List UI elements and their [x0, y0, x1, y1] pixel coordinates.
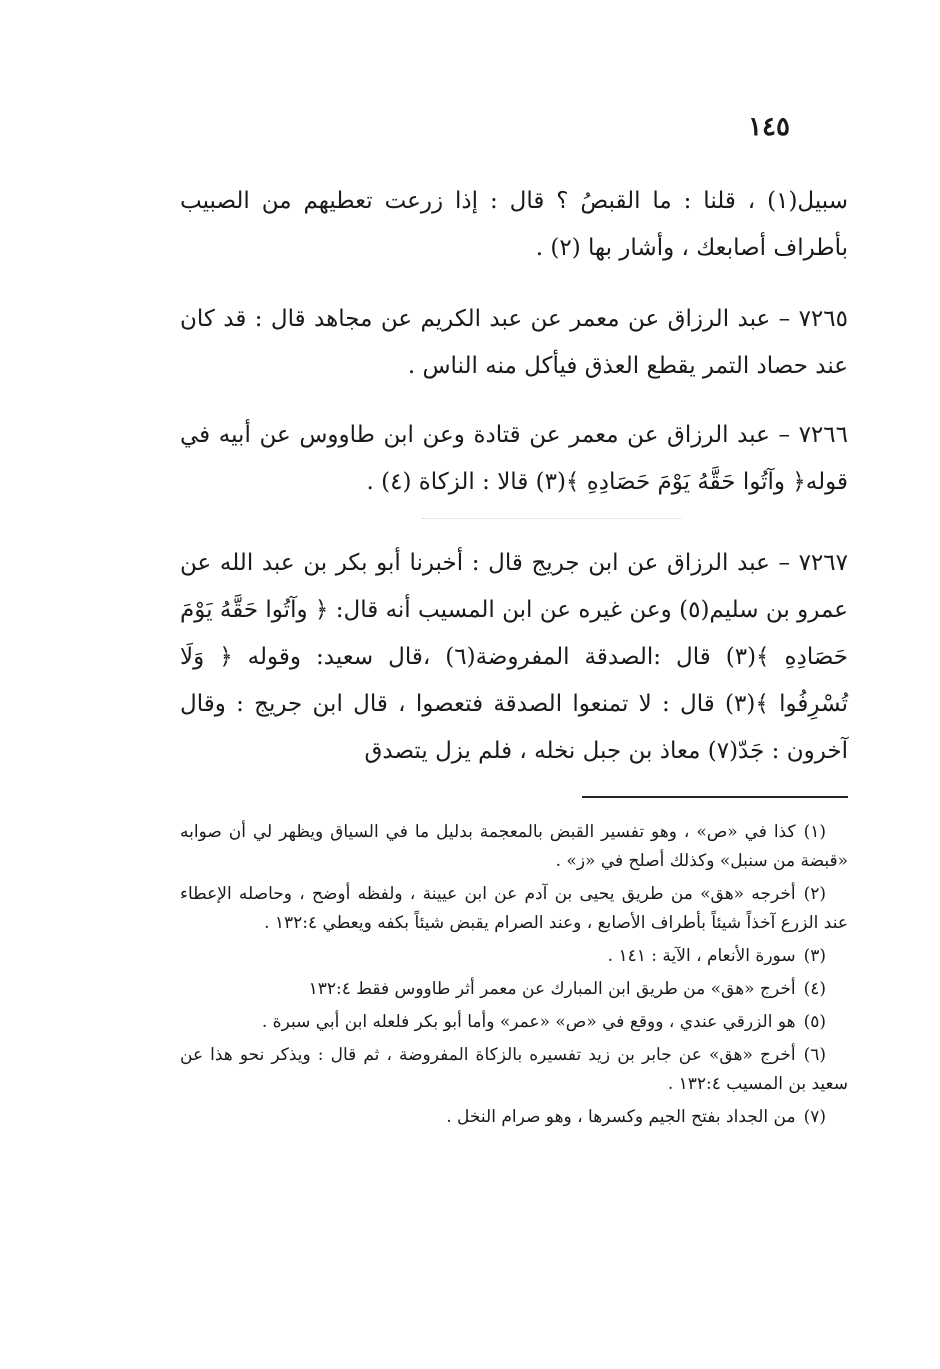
footnote-number: (٧) [803, 1107, 826, 1127]
footnote-text: سورة الأنعام ، الآية : ١٤١ . [607, 946, 796, 966]
footnote-separator [582, 796, 848, 798]
hadith-7265 [180, 296, 848, 390]
footnote-4 [180, 975, 848, 1004]
footnote-5 [180, 1008, 848, 1037]
footnote-text: من الجداد بفتح الجيم وكسرها ، وهو صرام النخل . [446, 1107, 796, 1127]
footnote-number: (٦) [803, 1045, 826, 1065]
footnote-1 [180, 818, 848, 876]
footnote-text: أخرج «هق» من طريق ابن المبارك عن معمر أثر طاووس فقط ١٣٢:٤ [308, 979, 796, 999]
paragraph-text: ٧٢٦٧ – عبد الرزاق عن ابن جريج قال : أخبرنا أبو بكر بن عبد الله عن عمرو بن سليم(٥) وعن غيره عن ابن المسيب أنه قال: ﴿ وآتُوا حَقَّهُ يَوْمَ حَصَادِهِ ﴾(٣) قال :الصدقة المفروضة(٦) ،قال سعيد: وقوله ﴿ وَلَا تُسْرِفُوا ﴾(٣) قال : لا تمنعوا الصدقة فتعصوا ، قال ابن جريج : وقال آخرون : جَدّ(٧) معاذ بن جبل نخله ، فلم يزل يتصدق [180, 550, 848, 764]
footnote-number: (٤) [803, 979, 826, 999]
footnote-number: (٣) [803, 946, 826, 966]
paragraph-text: ٧٢٦٥ – عبد الرزاق عن معمر عن عبد الكريم عن مجاهد قال : قد كان عند حصاد التمر يقطع العذق فيأكل منه الناس . [180, 306, 848, 379]
faint-divider [422, 518, 682, 519]
hadith-7267 [180, 540, 848, 775]
footnote-number: (١) [803, 822, 826, 842]
page-number: ١٤٥ [748, 112, 790, 142]
footnote-text: هو الزرقي عندي ، ووقع في «ص» «عمر» وأما أبو بكر فلعله ابن أبي سبرة . [261, 1012, 796, 1032]
footnotes-section [180, 818, 848, 1136]
footnote-number: (٥) [803, 1012, 826, 1032]
paragraph-text: سبيل(١) ، قلنا : ما القبصُ ؟ قال : إذا زرعت تعطيهم من الصبيب بأطراف أصابعك ، وأشار بها (٢) . [180, 188, 848, 261]
footnote-number: (٢) [803, 884, 826, 904]
footnote-text: أخرجه «هق» من طريق يحيى بن آدم عن ابن عيينة ، ولفظه أوضح ، وحاصله الإعطاء عند الزرع آخذاً شيئاً بأطراف الأصابع ، وعند الصرام يقبض شيئاً بكفه ويعطي ١٣٢:٤ . [180, 884, 848, 933]
footnote-6 [180, 1041, 848, 1099]
paragraph-continued [180, 178, 848, 272]
hadith-7266 [180, 412, 848, 506]
footnote-text: أخرج «هق» عن جابر بن زيد تفسيره بالزكاة المفروضة ، ثم قال : ويذكر نحو هذا عن سعيد بن المسيب ١٣٢:٤ . [180, 1045, 848, 1094]
footnote-7 [180, 1103, 848, 1132]
footnote-3 [180, 942, 848, 971]
footnote-2 [180, 880, 848, 938]
footnote-text: كذا في «ص» ، وهو تفسير القبض بالمعجمة بدليل ما في السياق ويظهر لي أن صوابه «قبضة من سنبل» وكذلك أصلح في «ز» . [180, 822, 848, 871]
paragraph-text: ٧٢٦٦ – عبد الرزاق عن معمر عن قتادة وعن ابن طاووس عن أبيه في قوله﴿ وآتُوا حَقَّهُ يَوْمَ حَصَادِهِ ﴾(٣) قالا : الزكاة (٤) . [180, 422, 848, 495]
